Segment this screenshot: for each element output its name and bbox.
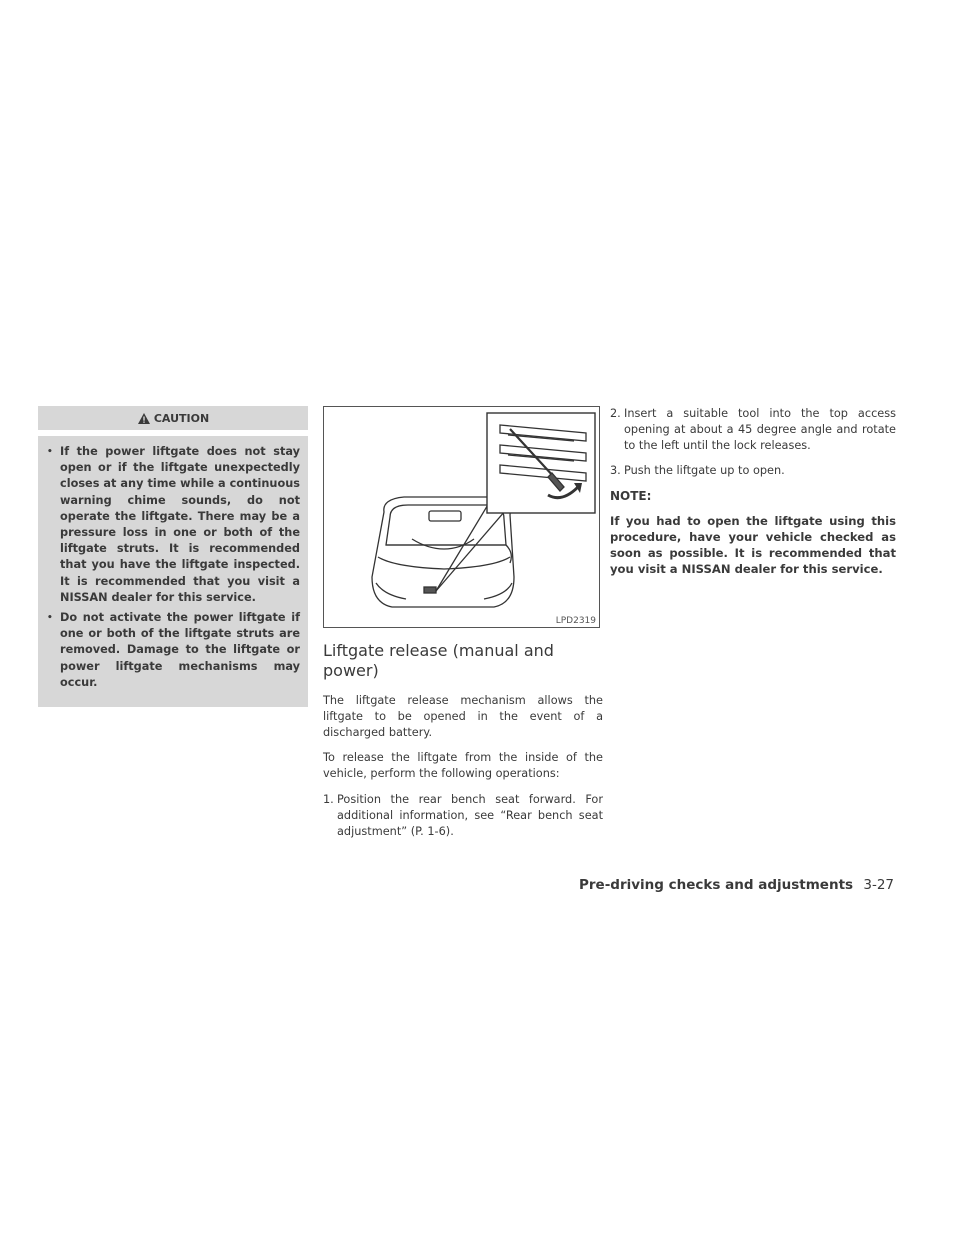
step-text: Insert a suitable tool into the top access opening at about a 45 degree angle and rotate to the left until the lock releases. [624,407,896,452]
figure-code: LPD2319 [555,616,596,626]
caution-item: • If the power liftgate does not stay open or if the liftgate unexpectedly closes at any time while a continuous warning chime sounds, do not operate the liftgate. There may be a pressure loss in one or both of the liftgate struts. It is recommended that you have the liftgate inspected. It is recommended that you visit a NISSAN dealer for this service. [46,444,300,606]
caution-title: CAUTION [153,411,210,425]
page-number: 3-27 [863,877,894,893]
liftgate-release-section [323,641,603,849]
note-text: If you had to open the liftgate using this procedure, have your vehicle checked as soon as possible. It is recommended that you visit a NISSAN dealer for this service. [610,514,896,577]
step-text: Push the liftgate up to open. [624,464,785,478]
step-number: 3. [610,464,621,478]
section-title: Liftgate release (manual and power) [323,641,554,680]
caution-box [38,406,308,707]
section-intro: The liftgate release mechanism allows the liftgate to be opened in the event of a discharged battery. [323,694,603,739]
step-2 [610,406,896,453]
caution-header [38,406,308,436]
note-heading: NOTE: [610,489,652,504]
step-number: 2. [610,407,621,420]
warning-triangle-icon [137,412,151,425]
page-footer [579,877,894,893]
step-number: 1. [323,792,334,806]
footer-section: Pre-driving checks and adjustments [579,877,854,893]
liftgate-release-figure [323,406,600,628]
step-text: Position the rear bench seat forward. For additional information, see “Rear bench seat adjustment” (P. 1-6). [337,792,603,838]
section-lead: To release the liftgate from the inside of the vehicle, perform the following operations: [323,751,603,781]
caution-item: • Do not activate the power liftgate if one or both of the liftgate struts are removed. Damage to the liftgate or power liftgate mechanisms may occur. [46,610,300,691]
step-1 [323,792,603,839]
liftgate-illustration [324,407,601,629]
step-3 [610,463,896,479]
right-column [610,406,896,577]
caution-list [38,442,308,691]
